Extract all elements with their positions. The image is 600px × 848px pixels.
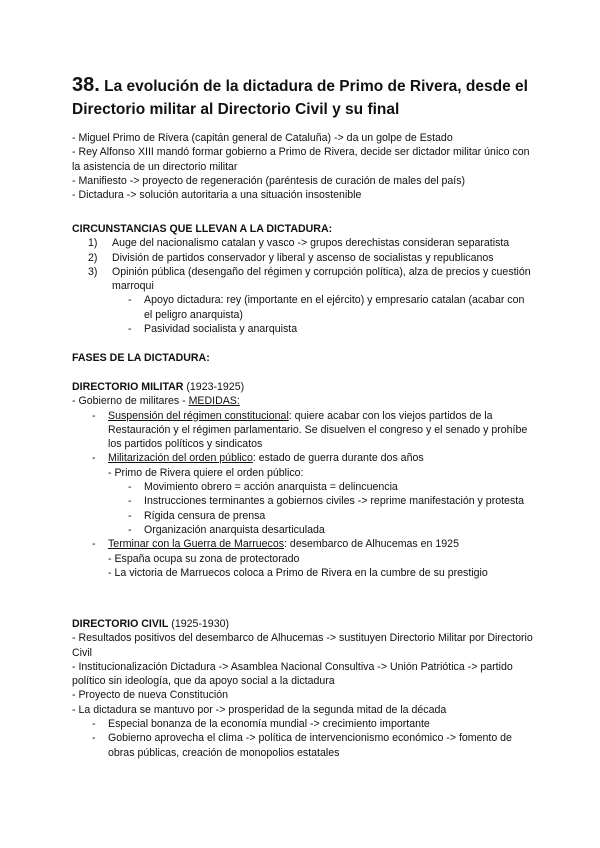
directorio-militar-section [72,380,534,580]
civil-item [72,717,534,731]
civil-line: - Resultados positivos del desembarco de Alhucemas -> sustituyen Directorio Militar por Directorio Civil [72,632,533,659]
title-number: 38. [72,74,100,96]
civil-line: - Proyecto de nueva Constitución [72,689,229,702]
orden-item [72,480,534,494]
sub-item [72,293,534,322]
item-text: Auge del nacionalismo catalan y vasco -> grupos derechistas consideran separatista [112,237,510,250]
orden-item-text: Instrucciones terminantes a gobiernos civiles -> reprime manifestación y protesta [144,495,525,508]
sub-item-text: Apoyo dictadura: rey (importante en el ejército) y empresario catalan (acabar con el peligro anarquista) [144,294,525,321]
guerra-sub-line: - La victoria de Marruecos coloca a Primo de Rivera en la cumbre de su prestigio [108,566,488,579]
sub-item [72,322,534,336]
dash-bullet: - [128,294,132,307]
directorio-militar-years: (1923-1925) [186,381,245,393]
intro-line: - Manifiesto -> proyecto de regeneración (paréntesis de curación de males del país) [72,174,466,187]
guerra-sub-line: - España ocupa su zona de protectorado [108,552,300,565]
item-text: Opinión pública (desengaño del régimen y corrupción política), alza de precios y cuestión marroqui [112,265,531,293]
medida-label: Militarización del orden público [108,452,253,465]
intro-block [72,131,534,202]
dash-bullet: - [128,523,132,536]
directorio-civil-years: (1925-1930) [171,618,230,630]
item-number: 2) [88,251,98,264]
title-text: La evolución de la dictadura de Primo de Rivera, desde el Directorio militar al Directorio Civil y su final [72,78,528,118]
circunstancias-section [72,222,534,336]
directorio-militar-heading-line [72,380,534,394]
civil-item [72,731,534,760]
orden-item-text: Rígida censura de prensa [144,509,266,522]
directorio-militar-heading: DIRECTORIO MILITAR [72,381,184,393]
dash-bullet: - [128,481,132,494]
medida-label: Terminar con la Guerra de Marruecos [108,538,285,551]
orden-item [72,494,534,508]
dash-bullet: - [92,718,96,731]
dash-bullet: - [128,509,132,522]
numbered-item [72,236,534,250]
medida-item [72,409,534,452]
civil-line: - La dictadura se mantuvo por -> prosperidad de la segunda mitad de la década [72,703,447,716]
orden-item-text: Movimiento obrero = acción anarquista = delincuencia [144,481,398,494]
fases-heading: FASES DE LA DICTADURA: [72,352,210,364]
dash-bullet: - [92,538,96,551]
item-number: 1) [88,237,98,250]
dash-bullet: - [92,452,96,465]
intro-line: - Dictadura -> solución autoritaria a una situación insostenible [72,189,362,202]
medidas-label: MEDIDAS: [188,395,240,408]
gobierno-line [72,394,534,408]
directorio-civil-heading: DIRECTORIO CIVIL [72,618,169,630]
item-number: 3) [88,265,98,278]
page-title [72,74,542,121]
medida-item [72,451,534,465]
directorio-civil-heading-line [72,617,534,631]
orden-item-text: Organización anarquista desarticulada [144,523,325,536]
intro-line: - Miguel Primo de Rivera (capitán general de Cataluña) -> da un golpe de Estado [72,132,453,144]
orden-item [72,509,534,523]
civil-line: - Institucionalización Dictadura -> Asamblea Nacional Consultiva -> Unión Patriótica -> partido político sin ideología, que da apoyo social a la dictadura [72,660,513,688]
orden-item [72,523,534,537]
numbered-item [72,265,534,294]
medida-text: : desembarco de Alhucemas en 1925 [284,538,459,551]
dash-bullet: - [92,732,96,745]
civil-item-text: Gobierno aprovecha el clima -> política de intervencionismo económico -> fomento de obras públicas, creación de monopolios estatales [108,732,512,759]
medida-text: : estado de guerra durante dos años [252,452,424,465]
gobierno-prefix: - Gobierno de militares - [72,395,189,408]
intro-line: - Rey Alfonso XIII mandó formar gobierno a Primo de Rivera, decide ser dictador militar único con la asistencia de un directorio militar [72,146,530,173]
orden-line: - Primo de Rivera quiere el orden público: [108,466,304,479]
numbered-item [72,251,534,265]
medida-item [72,537,534,551]
sub-item-text: Pasividad socialista y anarquista [144,323,298,336]
medida-text: : quiere acabar con los viejos partidos de la Restauración y el régimen parlamentario. Se disuelven el congreso y el senado y prohíbe los partidos políticos y sindicatos [108,409,528,451]
civil-item-text: Especial bonanza de la economía mundial -> crecimiento importante [108,718,430,731]
directorio-civil-section [72,617,534,760]
medida-label: Suspensión del régimen constitucional [108,409,289,422]
dash-bullet: - [128,323,132,336]
circunstancias-heading: CIRCUNSTANCIAS QUE LLEVAN A LA DICTADURA: [72,223,333,235]
dash-bullet: - [128,495,132,508]
item-text: División de partidos conservador y liberal y ascenso de socialistas y republicanos [112,251,494,264]
dash-bullet: - [92,409,96,422]
fases-heading-block [72,351,534,365]
